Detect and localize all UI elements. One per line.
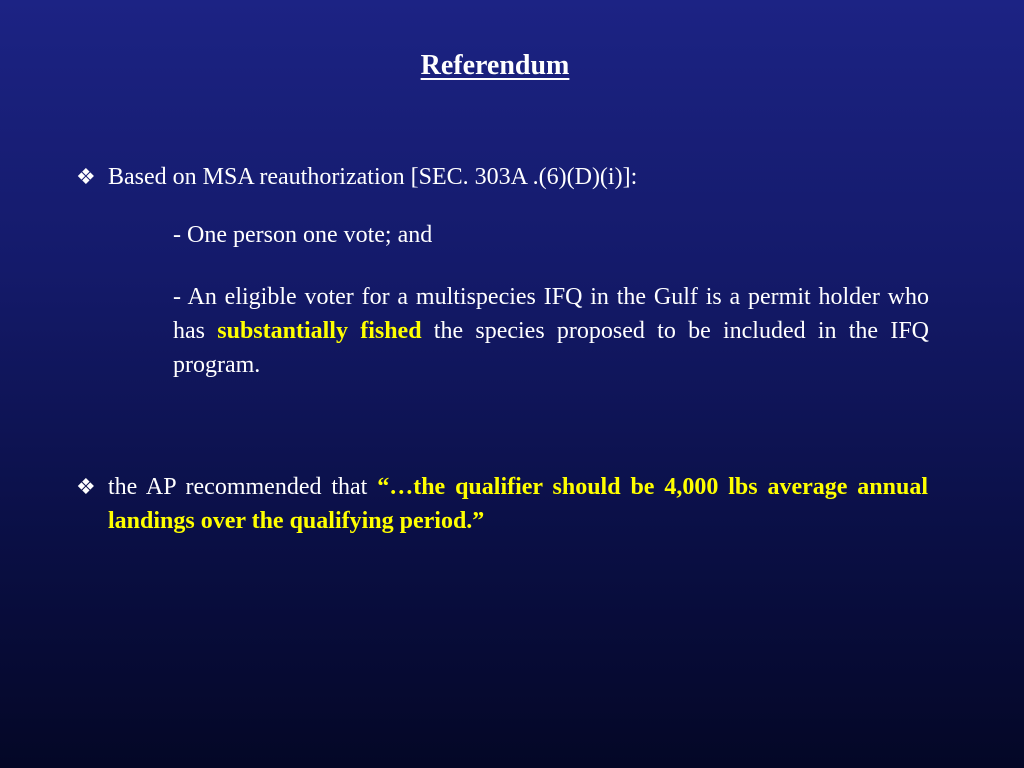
diamond-bullet-icon: ❖ (76, 474, 96, 499)
bullet-text-lead: the AP recommended that (108, 474, 378, 500)
diamond-bullet-icon: ❖ (76, 164, 96, 189)
bullet-text (108, 470, 928, 538)
sub-item-text-end: the species proposed to be included in the IFQ program. (173, 318, 930, 378)
bullet-msa-reauthorization (76, 160, 928, 194)
sub-item-text: - An eligible voter for a multispecies IFQ in the Gulf is a permit holder who has (173, 284, 929, 344)
slide-title: Referendum (420, 50, 570, 81)
sub-item-one-person-one-vote: - One person one vote; and (173, 222, 433, 248)
sub-item-eligible-voter (173, 280, 929, 382)
bullet-ap-recommendation (76, 470, 928, 538)
highlight-substantially-fished: substantially fished (217, 318, 422, 344)
highlight-qualifier-quote: “…the qualifier should be 4,000 lbs average annual landings over the qualifying period.” (108, 474, 928, 534)
bullet-text: Based on MSA reauthorization [SEC. 303A .(6)(D)(i)]: (108, 164, 638, 190)
